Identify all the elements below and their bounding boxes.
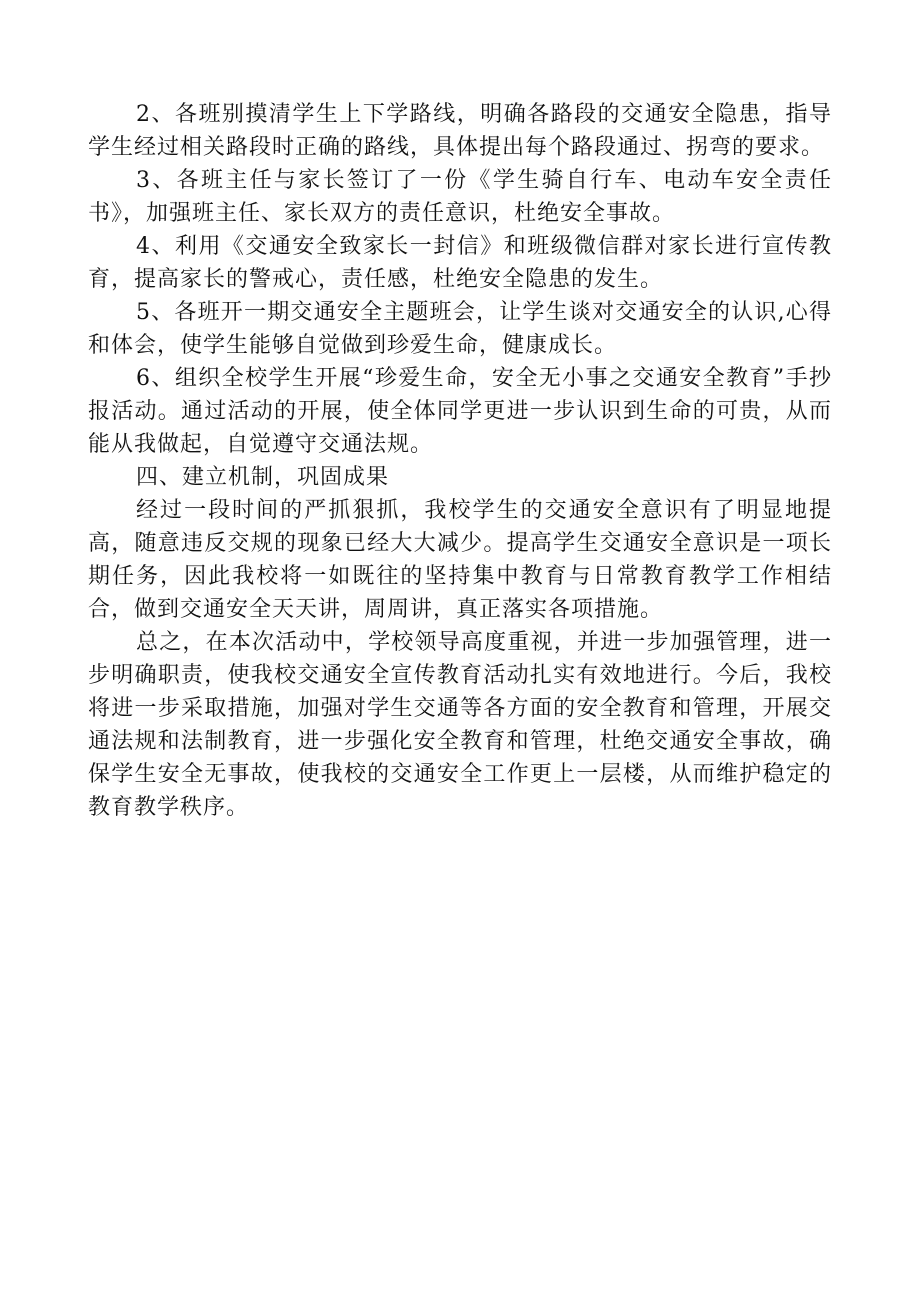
paragraph-item-6-handwritten-newspaper: 6、组织全校学生开展“珍爱生命，安全无小事之交通安全教育”手抄报活动。通过活动的开展，使全体同学更进一步认识到生命的可贵，从而能从我做起，自觉遵守交通法规。 [88, 366, 832, 457]
paragraph-item-5-class-meeting: 5、各班开一期交通安全主题班会，让学生谈对交通安全的认识,心得和体会，使学生能够自觉做到珍爱生命，健康成长。 [88, 300, 832, 358]
paragraph-item-2-route: 2、各班别摸清学生上下学路线，明确各路段的交通安全隐患，指导学生经过相关路段时正确的路线，具体提出每个路段通过、拐弯的要求。 [88, 102, 832, 160]
paragraph-results: 经过一段时间的严抓狠抓，我校学生的交通安全意识有了明显地提高，随意违反交规的现象已经大大减少。提高学生交通安全意识是一项长期任务，因此我校将一如既往的坚持集中教育与日常教育教学工作相结合，做到交通安全天天讲，周周讲，真正落实各项措施。 [88, 498, 832, 622]
document-body [88, 98, 832, 824]
paragraph-item-3-safety-pledge: 3、各班主任与家长签订了一份《学生骑自行车、电动车安全责任书》，加强班主任、家长双方的责任意识，杜绝安全事故。 [88, 168, 832, 226]
paragraph-conclusion: 总之，在本次活动中，学校领导高度重视，并进一步加强管理，进一步明确职责，使我校交通安全宣传教育活动扎实有效地进行。今后，我校将进一步采取措施，加强对学生交通等各方面的安全教育和管理，开展交通法规和法制教育，进一步强化安全教育和管理，杜绝交通安全事故，确保学生安全无事故，使我校的交通安全工作更上一层楼，从而维护稳定的教育教学秩序。 [88, 630, 832, 820]
paragraph-item-4-parent-letter: 4、利用《交通安全致家长一封信》和班级微信群对家长进行宣传教育，提高家长的警戒心，责任感，杜绝安全隐患的发生。 [88, 234, 832, 292]
section-heading-mechanism: 四、建立机制，巩固成果 [136, 465, 390, 490]
